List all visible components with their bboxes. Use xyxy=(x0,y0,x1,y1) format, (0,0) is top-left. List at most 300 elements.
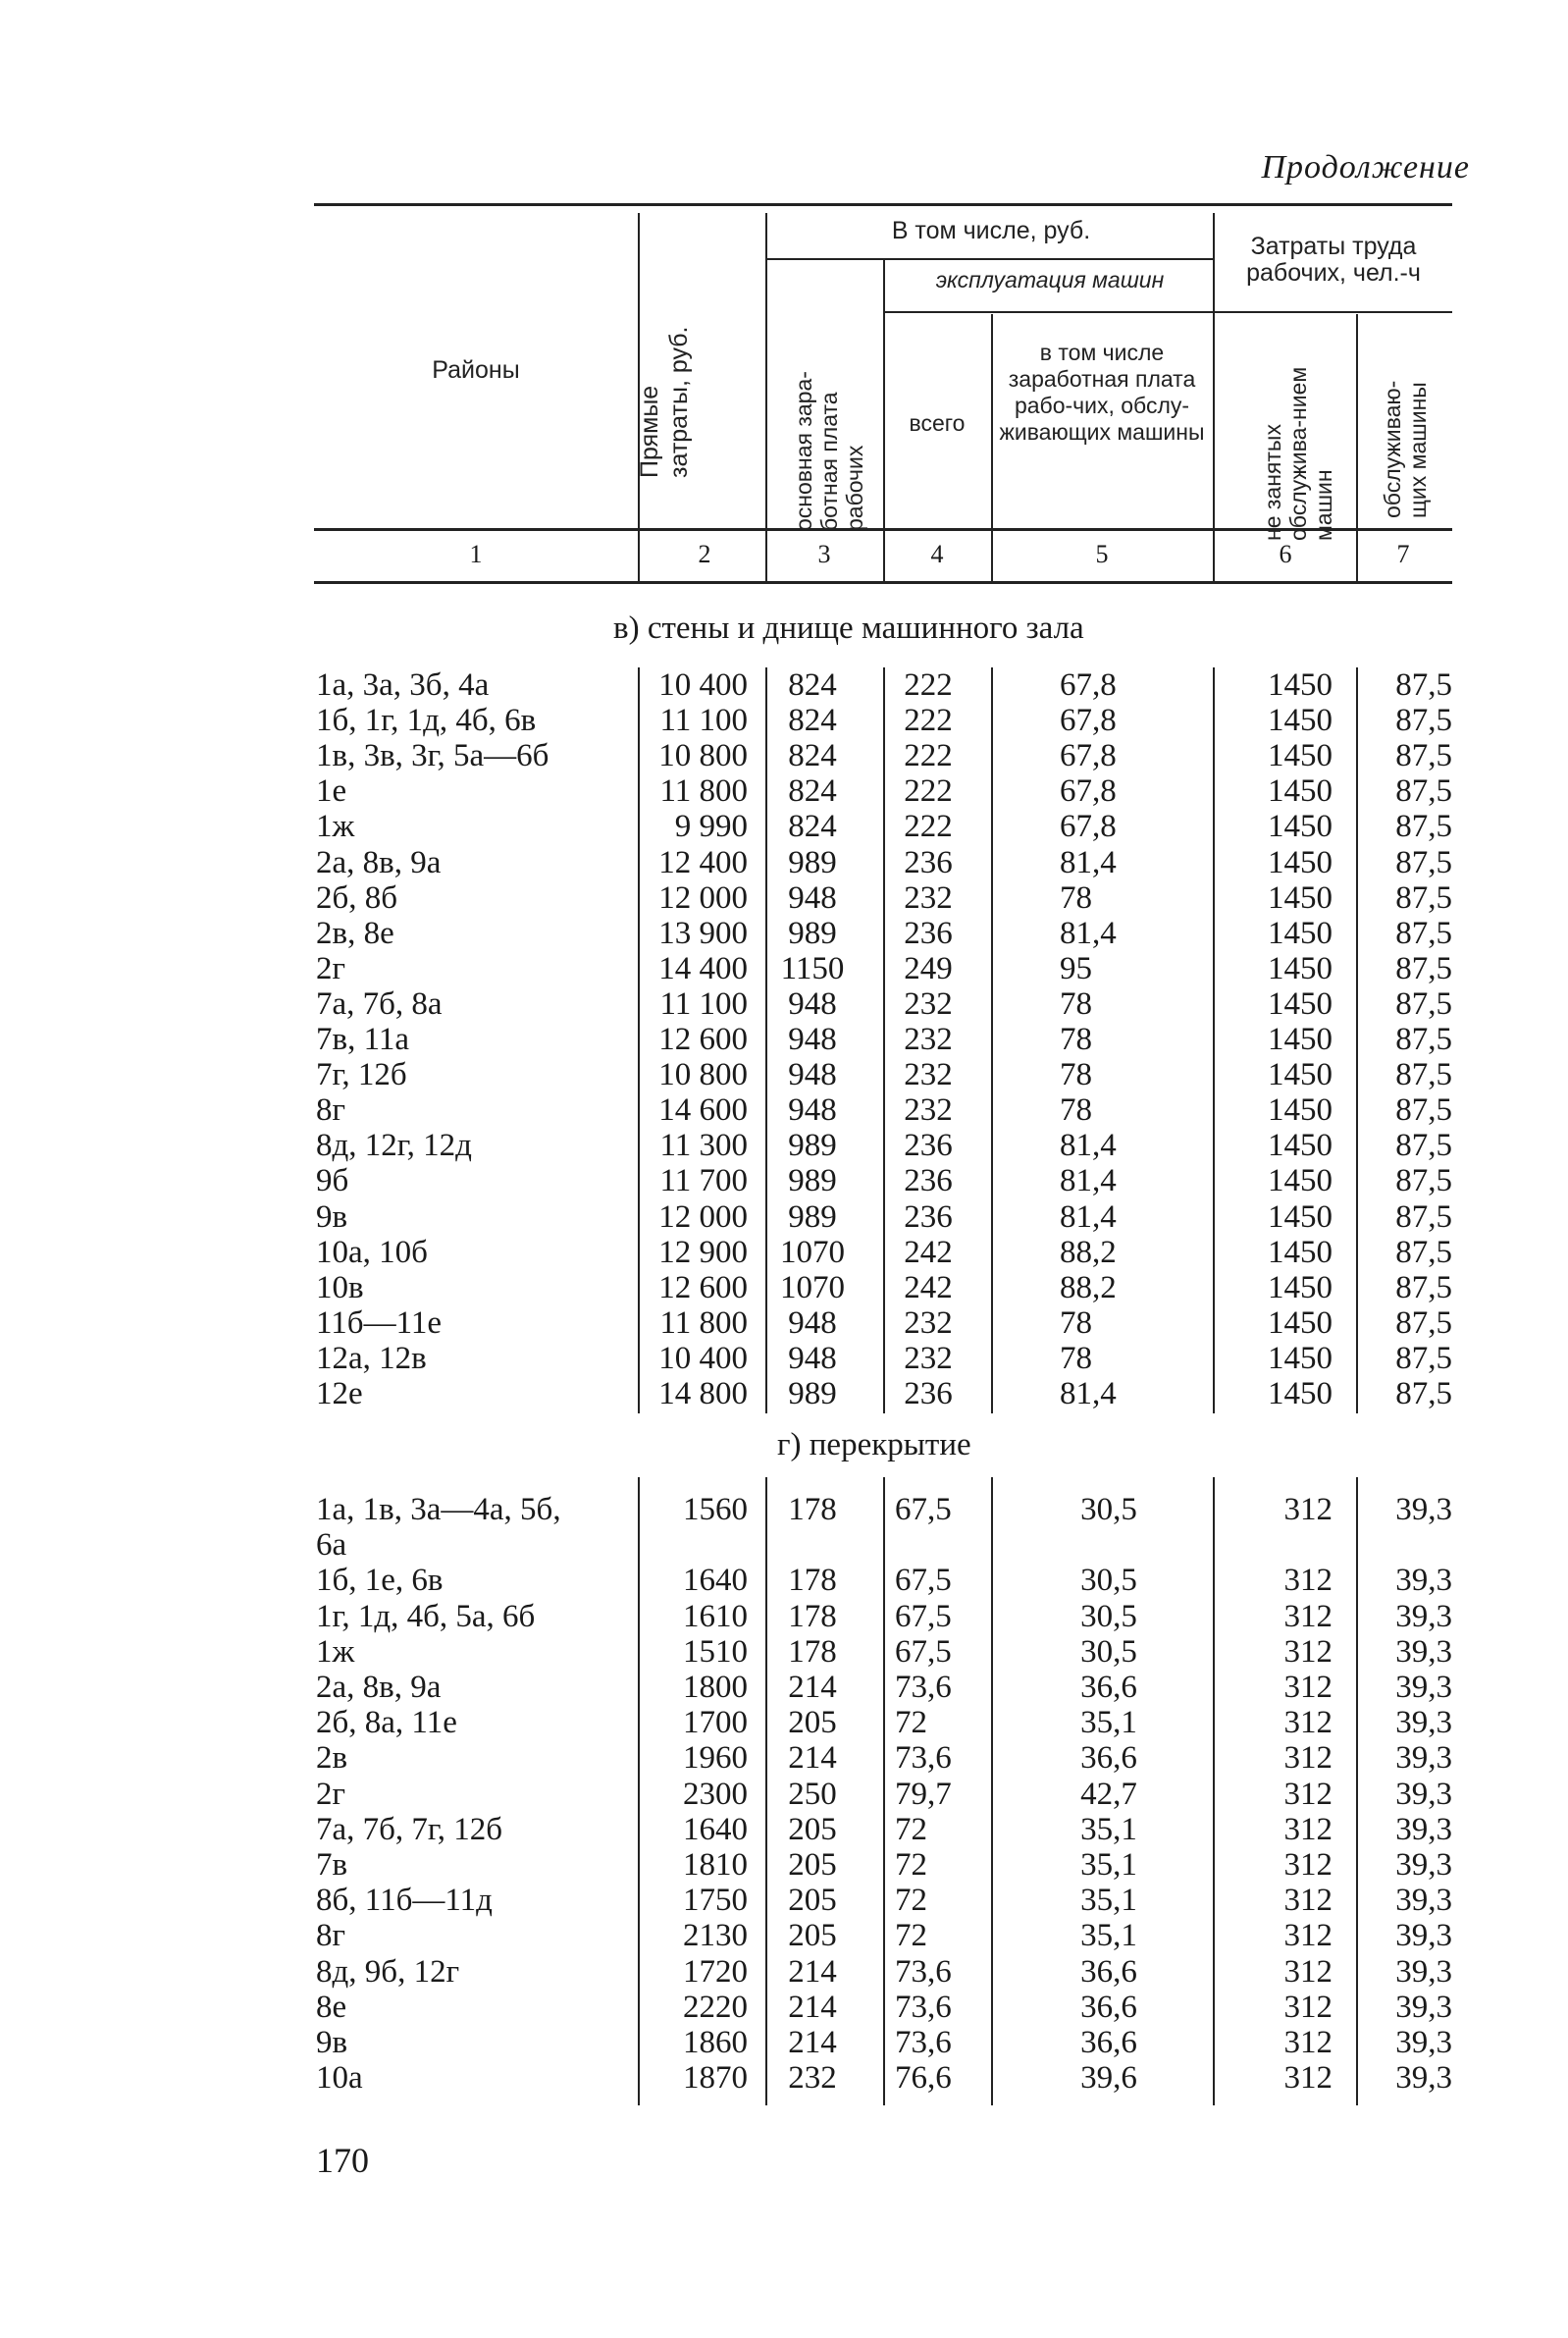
cell-col-1: 2а, 8в, 9а xyxy=(316,844,442,880)
cell-col-4: 232 xyxy=(904,1092,953,1129)
table-row xyxy=(0,809,1568,844)
cell-col-7: 39,3 xyxy=(1395,1953,1452,1990)
cell-col-3: 1150 xyxy=(780,950,845,986)
cell-col-4: 76,6 xyxy=(895,2060,952,2097)
cell-col-6: 1450 xyxy=(1268,738,1333,774)
table-row xyxy=(0,1235,1568,1270)
cell-col-5: 78 xyxy=(1060,985,1092,1022)
cell-col-4: 72 xyxy=(895,1811,927,1847)
cell-col-7: 39,3 xyxy=(1395,2025,1452,2060)
cell-col-6: 1450 xyxy=(1268,1340,1333,1376)
cell-col-5: 35,1 xyxy=(1080,1918,1137,1954)
cell-col-7: 87,5 xyxy=(1395,703,1452,739)
cell-col-5: 35,1 xyxy=(1080,1705,1137,1741)
cell-col-7: 87,5 xyxy=(1395,1163,1452,1199)
cell-col-5: 36,6 xyxy=(1080,1740,1137,1777)
cell-col-6: 1450 xyxy=(1268,879,1333,916)
cell-col-3: 989 xyxy=(788,915,837,951)
cell-col-1: 2б, 8а, 11е xyxy=(316,1705,457,1741)
number-divider-6 xyxy=(1356,532,1358,581)
cell-col-3: 205 xyxy=(788,1705,837,1741)
table-row xyxy=(0,1670,1568,1705)
cell-col-5: 35,1 xyxy=(1080,1811,1137,1847)
cell-col-3: 989 xyxy=(788,1198,837,1235)
cell-col-5: 78 xyxy=(1060,1057,1092,1093)
table-row xyxy=(0,1883,1568,1918)
cell-col-1: 2б, 8б xyxy=(316,879,398,916)
cell-col-1: 12е xyxy=(316,1376,363,1411)
cell-col-5: 95 xyxy=(1060,950,1092,986)
cell-col-6: 1450 xyxy=(1268,915,1333,951)
header-labor-not-machines: не занятых обслужива-нием машин xyxy=(1260,366,1336,541)
cell-col-1: 1а, 3а, 3б, 4а xyxy=(316,667,490,703)
cell-col-1: 12а, 12в xyxy=(316,1340,427,1376)
number-divider-4 xyxy=(991,532,993,581)
cell-col-3: 824 xyxy=(788,809,837,845)
cell-col-2: 12 600 xyxy=(658,1022,748,1057)
cell-col-2: 1750 xyxy=(683,1883,748,1919)
cell-col-4: 222 xyxy=(904,738,953,774)
column-number-3: 3 xyxy=(817,540,831,568)
cell-col-6: 312 xyxy=(1283,1811,1333,1847)
table-row xyxy=(0,1199,1568,1235)
cell-col-3: 989 xyxy=(788,844,837,880)
cell-col-3: 824 xyxy=(788,773,837,810)
cell-col-5: 67,8 xyxy=(1060,809,1117,845)
cell-col-4: 72 xyxy=(895,1918,927,1954)
cell-col-2: 1800 xyxy=(683,1670,748,1705)
cell-col-3: 205 xyxy=(788,1847,837,1883)
cell-col-7: 39,3 xyxy=(1395,1989,1452,2025)
table-row xyxy=(0,1847,1568,1883)
cell-col-7: 39,3 xyxy=(1395,1918,1452,1954)
cell-col-7: 87,5 xyxy=(1395,1128,1452,1164)
cell-col-7: 87,5 xyxy=(1395,879,1452,916)
cell-col-4: 79,7 xyxy=(895,1776,952,1812)
cell-col-5: 81,4 xyxy=(1060,1376,1117,1411)
header-divider-5 xyxy=(1213,213,1215,581)
cell-col-7: 87,5 xyxy=(1395,1304,1452,1341)
cell-col-5: 30,5 xyxy=(1080,1598,1137,1634)
cell-col-2: 1960 xyxy=(683,1740,748,1777)
cell-col-6: 312 xyxy=(1283,1705,1333,1741)
header-top-rule xyxy=(314,203,1452,206)
table-row xyxy=(0,986,1568,1022)
cell-col-6: 312 xyxy=(1283,1883,1333,1919)
cell-col-6: 1450 xyxy=(1268,1128,1333,1164)
cell-col-2: 10 800 xyxy=(658,1057,748,1093)
cell-col-5: 36,6 xyxy=(1080,2025,1137,2060)
table-row xyxy=(0,1305,1568,1341)
cell-col-4: 222 xyxy=(904,773,953,810)
cell-col-2: 11 800 xyxy=(659,1304,748,1341)
cell-col-4: 73,6 xyxy=(895,1740,952,1777)
cell-col-1: 2а, 8в, 9а xyxy=(316,1670,442,1705)
column-number-rule xyxy=(314,581,1452,584)
table-row xyxy=(0,1634,1568,1670)
cell-col-1: 2в, 8е xyxy=(316,915,394,951)
cell-col-4: 222 xyxy=(904,809,953,845)
header-divider-2 xyxy=(765,213,767,581)
cell-col-3: 989 xyxy=(788,1128,837,1164)
header-labor-costs: Затраты труда рабочих, чел.-ч xyxy=(1246,233,1421,287)
cell-col-5: 35,1 xyxy=(1080,1847,1137,1883)
cell-col-7: 39,3 xyxy=(1395,1670,1452,1705)
cell-col-3: 214 xyxy=(788,1670,837,1705)
cell-col-2: 1640 xyxy=(683,1563,748,1599)
cell-col-6: 1450 xyxy=(1268,1092,1333,1129)
header-sub-rule-1 xyxy=(765,258,1213,260)
table-row xyxy=(0,1918,1568,1953)
cell-col-6: 1450 xyxy=(1268,809,1333,845)
header-machine-total: всего xyxy=(909,410,966,436)
cell-col-6: 1450 xyxy=(1268,985,1333,1022)
cell-col-6: 312 xyxy=(1283,1740,1333,1777)
table-row xyxy=(0,1599,1568,1634)
cell-col-5: 81,4 xyxy=(1060,1198,1117,1235)
cell-col-4: 67,5 xyxy=(895,1492,952,1527)
cell-col-3: 824 xyxy=(788,667,837,703)
cell-col-5: 36,6 xyxy=(1080,1670,1137,1705)
cell-col-2: 12 600 xyxy=(658,1269,748,1305)
cell-col-2: 10 400 xyxy=(658,1340,748,1376)
cell-col-1: 8д, 12г, 12д xyxy=(316,1128,472,1164)
cell-col-5: 81,4 xyxy=(1060,1163,1117,1199)
cell-col-3: 948 xyxy=(788,1304,837,1341)
table-row xyxy=(0,1128,1568,1163)
column-number-2: 2 xyxy=(698,540,711,568)
cell-col-6: 312 xyxy=(1283,1918,1333,1954)
cell-col-7: 87,5 xyxy=(1395,1057,1452,1093)
table-row xyxy=(0,845,1568,880)
table-row xyxy=(0,1341,1568,1376)
cell-col-5: 30,5 xyxy=(1080,1563,1137,1599)
cell-col-7: 87,5 xyxy=(1395,1376,1452,1411)
cell-col-4: 242 xyxy=(904,1234,953,1270)
cell-col-1: 11б—11е xyxy=(316,1304,442,1341)
cell-col-3: 1070 xyxy=(780,1234,845,1270)
cell-col-3: 989 xyxy=(788,1376,837,1411)
cell-col-7: 39,3 xyxy=(1395,1847,1452,1883)
cell-col-2: 14 800 xyxy=(658,1376,748,1411)
cell-col-3: 205 xyxy=(788,1811,837,1847)
table-row xyxy=(0,916,1568,951)
table-row xyxy=(0,951,1568,986)
cell-col-2: 14 600 xyxy=(658,1092,748,1129)
cell-col-1: 10а xyxy=(316,2060,363,2097)
cell-col-4: 232 xyxy=(904,1304,953,1341)
cell-col-1: 8г xyxy=(316,1918,346,1954)
cell-col-5: 81,4 xyxy=(1060,1128,1117,1164)
cell-col-4: 236 xyxy=(904,915,953,951)
cell-col-5: 30,5 xyxy=(1080,1633,1137,1670)
cell-col-1: 8д, 9б, 12г xyxy=(316,1953,460,1990)
cell-col-1: 1а, 1в, 3а—4а, 5б, xyxy=(316,1492,561,1527)
cell-col-3: 205 xyxy=(788,1918,837,1954)
cell-col-1: 8е xyxy=(316,1989,347,2025)
cell-col-3: 250 xyxy=(788,1776,837,1812)
cell-col-5: 67,8 xyxy=(1060,738,1117,774)
cell-col-7: 87,5 xyxy=(1395,1269,1452,1305)
table-row xyxy=(0,880,1568,916)
cell-col-5: 78 xyxy=(1060,1092,1092,1129)
cell-col-6: 1450 xyxy=(1268,1304,1333,1341)
header-direct-costs: Прямые затраты, руб. xyxy=(636,326,693,478)
column-number-7: 7 xyxy=(1396,540,1410,568)
cell-col-1: 1г, 1д, 4б, 5а, 6б xyxy=(316,1598,536,1634)
cell-col-7: 39,3 xyxy=(1395,1705,1452,1741)
cell-col-6: 312 xyxy=(1283,1776,1333,1812)
cell-col-3: 948 xyxy=(788,985,837,1022)
cell-col-3: 214 xyxy=(788,1989,837,2025)
table-row xyxy=(0,1492,1568,1527)
cell-col-1: 2г xyxy=(316,1776,346,1812)
cell-col-6: 312 xyxy=(1283,1989,1333,2025)
table-row xyxy=(0,1777,1568,1812)
number-divider-5 xyxy=(1213,532,1215,581)
cell-col-2: 1870 xyxy=(683,2060,748,2097)
table-row xyxy=(0,2060,1568,2096)
cell-col-2: 9 990 xyxy=(674,809,748,845)
cell-col-7: 87,5 xyxy=(1395,738,1452,774)
cell-col-5: 78 xyxy=(1060,1340,1092,1376)
page-number: 170 xyxy=(316,2141,369,2180)
cell-col-1: 8г xyxy=(316,1092,346,1129)
cell-col-2: 11 700 xyxy=(659,1163,748,1199)
cell-col-4: 222 xyxy=(904,703,953,739)
cell-col-6: 312 xyxy=(1283,1492,1333,1527)
cell-col-1: 7г, 12б xyxy=(316,1057,407,1093)
cell-col-2: 14 400 xyxy=(658,950,748,986)
cell-col-2: 1810 xyxy=(683,1847,748,1883)
cell-col-1: 10а, 10б xyxy=(316,1234,428,1270)
cell-col-4: 232 xyxy=(904,985,953,1022)
table-row xyxy=(0,1812,1568,1847)
table-row xyxy=(0,773,1568,809)
table-row xyxy=(0,738,1568,773)
cell-col-7: 87,5 xyxy=(1395,667,1452,703)
header-basic-wage: основная зара-ботная плата рабочих xyxy=(791,371,867,531)
cell-col-3: 948 xyxy=(788,1022,837,1057)
cell-col-7: 39,3 xyxy=(1395,1740,1452,1777)
table-row xyxy=(0,1705,1568,1740)
cell-col-1: 9б xyxy=(316,1163,349,1199)
cell-col-2: 1720 xyxy=(683,1953,748,1990)
table-row xyxy=(0,1270,1568,1305)
cell-col-7: 87,5 xyxy=(1395,1022,1452,1057)
cell-col-5: 88,2 xyxy=(1060,1234,1117,1270)
cell-col-7: 87,5 xyxy=(1395,1092,1452,1129)
cell-col-6: 312 xyxy=(1283,2060,1333,2097)
table-row xyxy=(0,1092,1568,1128)
cell-col-4: 236 xyxy=(904,1198,953,1235)
number-divider-3 xyxy=(883,532,885,581)
cell-col-6: 1450 xyxy=(1268,1198,1333,1235)
cell-col-2: 1860 xyxy=(683,2025,748,2060)
cell-col-1: 1б, 1г, 1д, 4б, 6в xyxy=(316,703,537,739)
cell-col-7: 87,5 xyxy=(1395,809,1452,845)
table-row xyxy=(0,1740,1568,1776)
cell-col-4: 72 xyxy=(895,1883,927,1919)
cell-col-3: 948 xyxy=(788,879,837,916)
cell-col-1: 7в, 11а xyxy=(316,1022,410,1057)
header-labor-machines: обслуживаю-щих машины xyxy=(1380,380,1431,518)
number-divider-2 xyxy=(765,532,767,581)
cell-col-2: 11 800 xyxy=(659,773,748,810)
cell-col-1: 1е xyxy=(316,773,347,810)
table-row xyxy=(0,1563,1568,1598)
header-machine-operation: эксплуатация машин xyxy=(935,267,1165,292)
cell-col-6: 1450 xyxy=(1268,1163,1333,1199)
cell-col-3: 948 xyxy=(788,1057,837,1093)
cell-col-7: 87,5 xyxy=(1395,1198,1452,1235)
cell-col-2: 12 400 xyxy=(658,844,748,880)
cell-col-4: 236 xyxy=(904,1376,953,1411)
header-machine-wage: в том числе заработная плата рабо-чих, обслу-живающих машины xyxy=(999,340,1205,445)
cell-col-1: 1в, 3в, 3г, 5а—6б xyxy=(316,738,549,774)
cell-col-1: 10в xyxy=(316,1269,364,1305)
cell-col-3: 948 xyxy=(788,1092,837,1129)
continuation-label: Продолжение xyxy=(1261,149,1470,186)
column-number-6: 6 xyxy=(1279,540,1292,568)
table-row xyxy=(0,1376,1568,1411)
cell-col-7: 87,5 xyxy=(1395,773,1452,810)
cell-col-2: 2130 xyxy=(683,1918,748,1954)
cell-col-1: 6а xyxy=(316,1527,347,1564)
cell-col-7: 87,5 xyxy=(1395,1234,1452,1270)
cell-col-6: 1450 xyxy=(1268,1269,1333,1305)
cell-col-3: 214 xyxy=(788,1740,837,1777)
column-number-5: 5 xyxy=(1095,540,1109,568)
cell-col-4: 232 xyxy=(904,1340,953,1376)
cell-col-3: 824 xyxy=(788,738,837,774)
cell-col-1: 1б, 1е, 6в xyxy=(316,1563,444,1599)
cell-col-6: 1450 xyxy=(1268,703,1333,739)
cell-col-4: 236 xyxy=(904,844,953,880)
cell-col-4: 236 xyxy=(904,1163,953,1199)
cell-col-2: 11 300 xyxy=(659,1128,748,1164)
table-row xyxy=(0,2025,1568,2060)
cell-col-4: 72 xyxy=(895,1847,927,1883)
cell-col-4: 232 xyxy=(904,1022,953,1057)
cell-col-3: 989 xyxy=(788,1163,837,1199)
cell-col-5: 30,5 xyxy=(1080,1492,1137,1527)
cell-col-5: 88,2 xyxy=(1060,1269,1117,1305)
table-row xyxy=(0,1057,1568,1092)
table-row xyxy=(0,1022,1568,1057)
cell-col-4: 249 xyxy=(904,950,953,986)
header-sub-rule-2 xyxy=(883,311,1452,313)
cell-col-4: 222 xyxy=(904,667,953,703)
cell-col-2: 2300 xyxy=(683,1776,748,1812)
cell-col-3: 232 xyxy=(788,2060,837,2097)
cell-col-7: 39,3 xyxy=(1395,1811,1452,1847)
cell-col-7: 39,3 xyxy=(1395,1492,1452,1527)
cell-col-7: 39,3 xyxy=(1395,1563,1452,1599)
cell-col-4: 232 xyxy=(904,879,953,916)
cell-col-3: 1070 xyxy=(780,1269,845,1305)
cell-col-4: 73,6 xyxy=(895,1670,952,1705)
cell-col-2: 12 000 xyxy=(658,1198,748,1235)
cell-col-1: 1ж xyxy=(316,1633,355,1670)
cell-col-5: 36,6 xyxy=(1080,1953,1137,1990)
cell-col-4: 72 xyxy=(895,1705,927,1741)
cell-col-6: 312 xyxy=(1283,1563,1333,1599)
cell-col-7: 39,3 xyxy=(1395,1883,1452,1919)
cell-col-1: 2г xyxy=(316,950,346,986)
cell-col-7: 39,3 xyxy=(1395,1598,1452,1634)
cell-col-5: 39,6 xyxy=(1080,2060,1137,2097)
cell-col-3: 178 xyxy=(788,1633,837,1670)
cell-col-4: 236 xyxy=(904,1128,953,1164)
cell-col-1: 2в xyxy=(316,1740,348,1777)
cell-col-3: 214 xyxy=(788,1953,837,1990)
table-row xyxy=(0,667,1568,703)
number-divider-1 xyxy=(638,532,640,581)
cell-col-7: 87,5 xyxy=(1395,950,1452,986)
cell-col-5: 78 xyxy=(1060,1304,1092,1341)
column-number-1: 1 xyxy=(469,540,483,568)
cell-col-1: 9в xyxy=(316,2025,348,2060)
header-districts: Районы xyxy=(432,356,520,384)
cell-col-1: 7а, 7б, 8а xyxy=(316,985,443,1022)
cell-col-1: 7а, 7б, 7г, 12б xyxy=(316,1811,503,1847)
table-row xyxy=(0,703,1568,738)
table-row xyxy=(0,1527,1568,1563)
cell-col-6: 312 xyxy=(1283,2025,1333,2060)
section-title-walls: в) стены и днище машинного зала xyxy=(613,611,1084,646)
cell-col-5: 35,1 xyxy=(1080,1883,1137,1919)
cell-col-1: 7в xyxy=(316,1847,348,1883)
cell-col-5: 81,4 xyxy=(1060,844,1117,880)
cell-col-5: 36,6 xyxy=(1080,1989,1137,2025)
cell-col-5: 67,8 xyxy=(1060,667,1117,703)
cell-col-2: 12 900 xyxy=(658,1234,748,1270)
cell-col-6: 312 xyxy=(1283,1953,1333,1990)
cell-col-3: 178 xyxy=(788,1492,837,1527)
cell-col-1: 8б, 11б—11д xyxy=(316,1883,493,1919)
cell-col-5: 78 xyxy=(1060,1022,1092,1057)
cell-col-7: 87,5 xyxy=(1395,915,1452,951)
cell-col-6: 312 xyxy=(1283,1633,1333,1670)
cell-col-6: 1450 xyxy=(1268,1057,1333,1093)
table-row xyxy=(0,1954,1568,1990)
column-number-4: 4 xyxy=(930,540,944,568)
cell-col-4: 67,5 xyxy=(895,1563,952,1599)
cell-col-6: 1450 xyxy=(1268,773,1333,810)
cell-col-2: 1640 xyxy=(683,1811,748,1847)
cell-col-5: 42,7 xyxy=(1080,1776,1137,1812)
cell-col-4: 67,5 xyxy=(895,1633,952,1670)
cell-col-7: 39,3 xyxy=(1395,2060,1452,2097)
cell-col-7: 87,5 xyxy=(1395,985,1452,1022)
cell-col-2: 10 800 xyxy=(658,738,748,774)
cell-col-6: 1450 xyxy=(1268,667,1333,703)
cell-col-6: 1450 xyxy=(1268,950,1333,986)
cell-col-4: 73,6 xyxy=(895,1989,952,2025)
cell-col-3: 214 xyxy=(788,2025,837,2060)
cell-col-4: 73,6 xyxy=(895,1953,952,1990)
cell-col-6: 1450 xyxy=(1268,1234,1333,1270)
cell-col-4: 73,6 xyxy=(895,2025,952,2060)
cell-col-5: 67,8 xyxy=(1060,773,1117,810)
cell-col-6: 312 xyxy=(1283,1670,1333,1705)
cell-col-2: 11 100 xyxy=(659,985,748,1022)
header-incl-rub: В том числе, руб. xyxy=(891,217,1091,244)
cell-col-3: 205 xyxy=(788,1883,837,1919)
cell-col-4: 242 xyxy=(904,1269,953,1305)
cell-col-6: 312 xyxy=(1283,1847,1333,1883)
